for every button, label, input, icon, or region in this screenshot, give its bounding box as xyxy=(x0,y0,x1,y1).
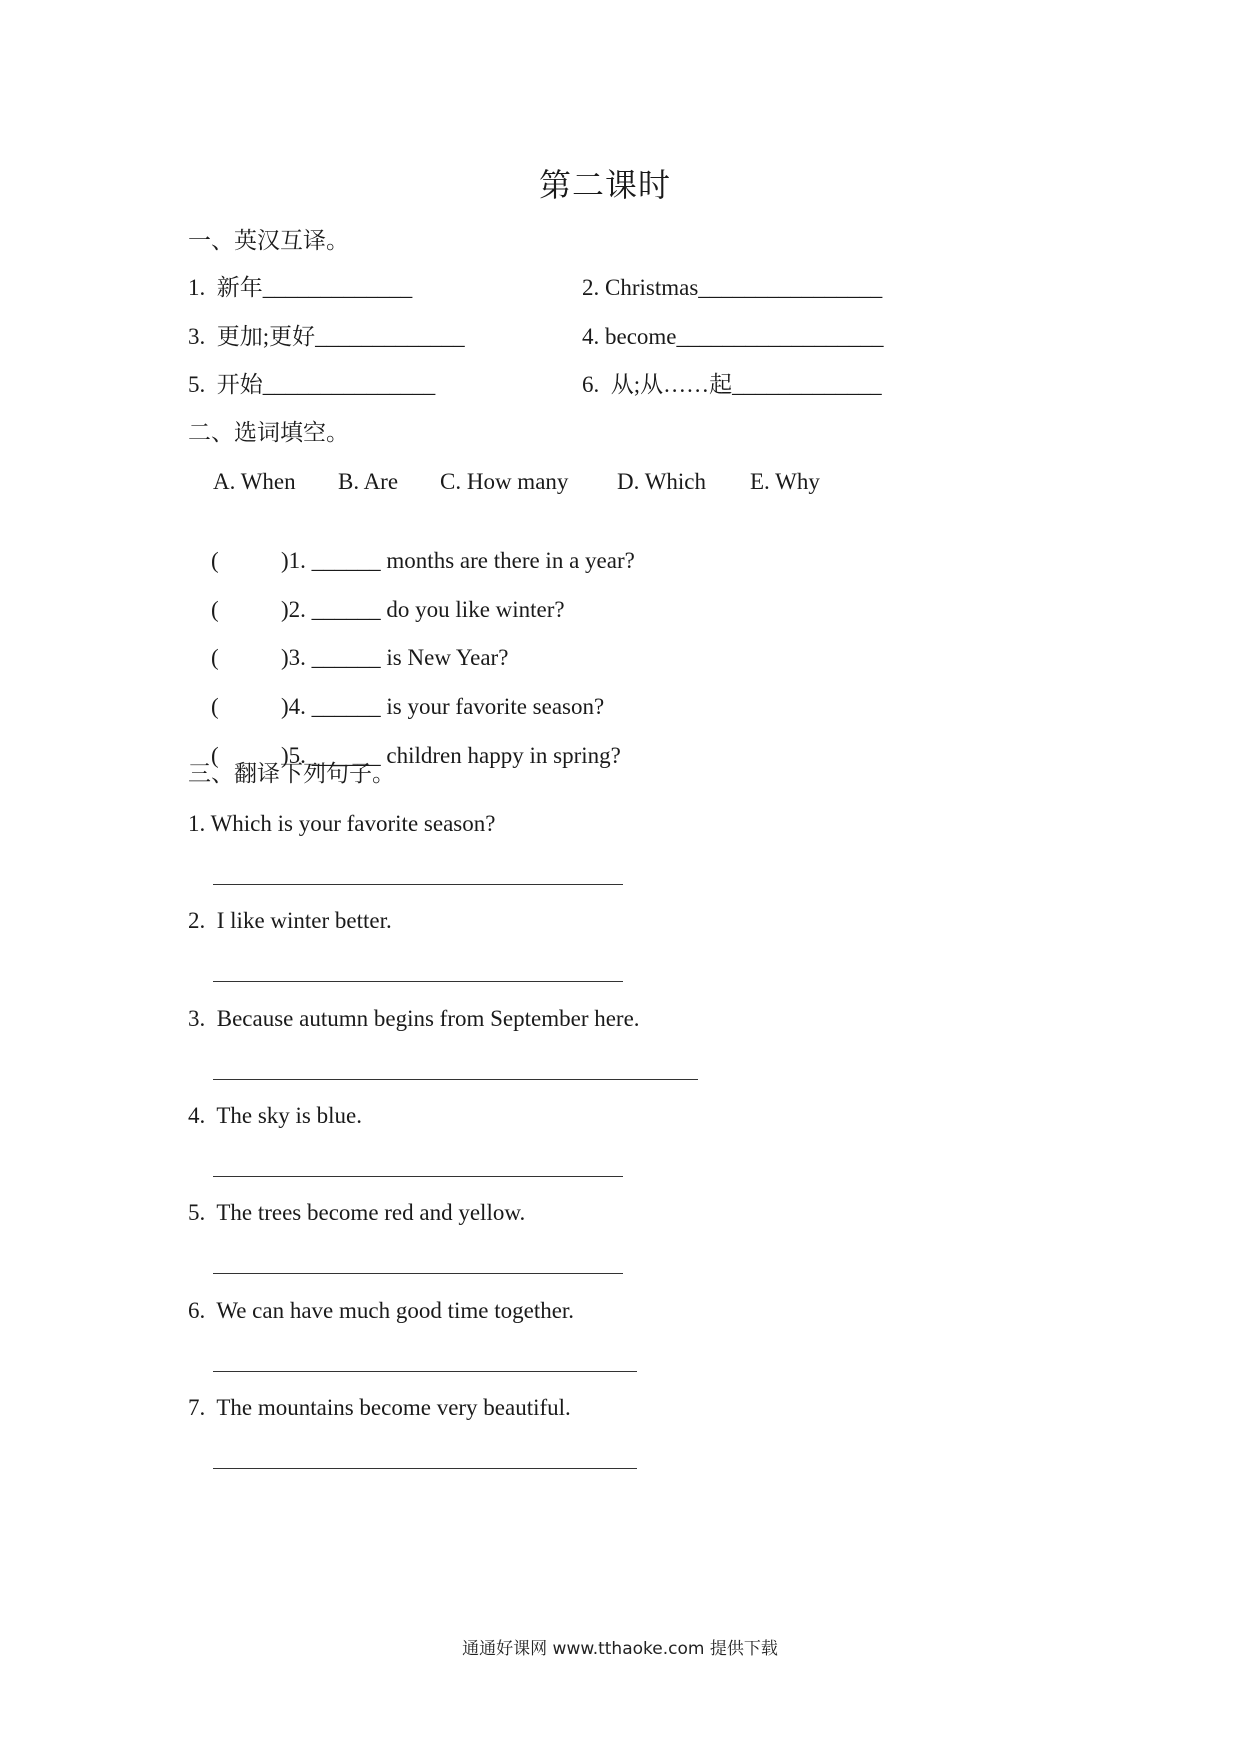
question-text: )3. ______ is New Year? xyxy=(281,645,509,670)
translate-sentence-7: 7. The mountains become very beautiful. xyxy=(188,1395,571,1420)
question-text: )1. ______ months are there in a year? xyxy=(281,548,635,573)
option-a: A. When xyxy=(213,469,296,494)
answer-line-2[interactable] xyxy=(213,981,623,982)
page-title: 第二课时 xyxy=(538,167,671,203)
answer-line-7[interactable] xyxy=(213,1468,637,1469)
translate-sentence-5: 5. The trees become red and yellow. xyxy=(188,1200,526,1225)
translate-sentence-2: 2. I like winter better. xyxy=(188,908,392,933)
answer-paren: ( xyxy=(211,548,219,573)
section1-heading: 一、英汉互译。 xyxy=(188,228,349,253)
option-d: D. Which xyxy=(617,469,707,494)
question-text: )4. ______ is your favorite season? xyxy=(281,694,605,719)
vocab-item-4: 4. become__________________ xyxy=(582,324,884,349)
vocab-item-5: 5. 开始_______________ xyxy=(188,372,436,397)
answer-line-1[interactable] xyxy=(213,884,623,885)
answer-line-4[interactable] xyxy=(213,1176,623,1177)
answer-line-5[interactable] xyxy=(213,1273,623,1274)
vocab-item-1: 1. 新年_____________ xyxy=(188,275,413,300)
option-c: C. How many xyxy=(440,469,569,494)
section3-heading: 三、翻译下列句子。 xyxy=(188,761,395,786)
answer-paren: ( xyxy=(211,743,219,768)
vocab-item-6: 6. 从;从……起_____________ xyxy=(582,372,882,397)
footer-credit: 通通好课网 www.tthaoke.com 提供下载 xyxy=(462,1639,778,1659)
translate-sentence-6: 6. We can have much good time together. xyxy=(188,1298,575,1323)
option-b: B. Are xyxy=(338,469,399,494)
option-e: E. Why xyxy=(750,469,820,494)
vocab-item-3: 3. 更加;更好_____________ xyxy=(188,324,465,349)
vocab-item-2: 2. Christmas________________ xyxy=(582,275,883,300)
question-text: )2. ______ do you like winter? xyxy=(281,597,565,622)
answer-line-6[interactable] xyxy=(213,1371,637,1372)
translate-sentence-3: 3. Because autumn begins from September here. xyxy=(188,1006,640,1031)
translate-sentence-4: 4. The sky is blue. xyxy=(188,1103,362,1128)
translate-sentence-1: 1. Which is your favorite season? xyxy=(188,811,496,836)
answer-paren: ( xyxy=(211,645,219,670)
question-text: )5. ______ children happy in spring? xyxy=(281,743,621,768)
word-options xyxy=(213,467,820,497)
answer-paren: ( xyxy=(211,694,219,719)
answer-paren: ( xyxy=(211,597,219,622)
section2-heading: 二、选词填空。 xyxy=(188,420,349,445)
answer-line-3[interactable] xyxy=(213,1079,698,1080)
